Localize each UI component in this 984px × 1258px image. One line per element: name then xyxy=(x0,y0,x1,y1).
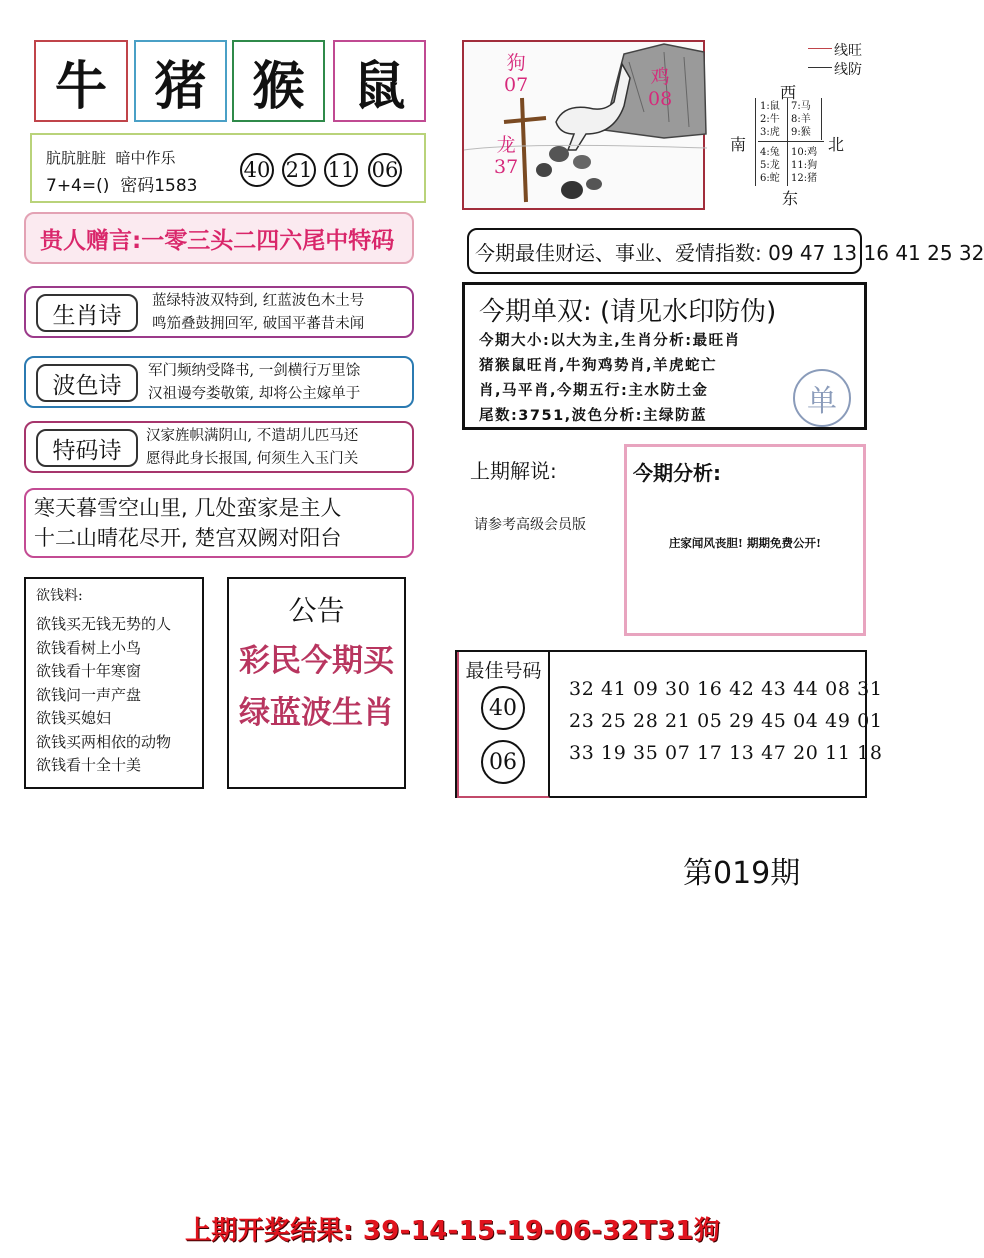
tag-dog-num: 07 xyxy=(504,74,529,96)
compass-chart xyxy=(730,40,900,210)
analysis-box xyxy=(624,444,866,636)
odd-even-box xyxy=(462,282,867,430)
odd-even-line: 肖,马平肖,今期五行:主水防土金 xyxy=(479,383,709,399)
hint-ball-1: 40 xyxy=(240,153,274,187)
odd-even-head: 今期单双: (请见水印防伪) xyxy=(479,297,777,327)
odd-even-line: 尾数:3751,波色分析:主绿防蓝 xyxy=(479,408,707,424)
tag-dragon-name: 龙 xyxy=(496,134,516,156)
tag-dragon xyxy=(494,134,518,178)
compass-item: 5:龙 xyxy=(760,160,780,171)
dir-west: 西 xyxy=(780,83,797,102)
poem-zodiac-line-2: 鸣笳叠鼓拥回军, 破国平蕃昔未闻 xyxy=(152,316,365,332)
legend-wang: 线旺 xyxy=(834,43,862,59)
tag-rooster-name: 鸡 xyxy=(650,66,670,88)
hint-box xyxy=(30,133,426,203)
analysis-message: 庄家闻风丧胆! 期期免费公开! xyxy=(668,536,822,550)
poem-wave xyxy=(24,356,414,408)
odd-even-line: 猪猴鼠旺肖,牛狗鸡势肖,羊虎蛇亡 xyxy=(479,358,718,374)
poem-zodiac-tag: 生肖诗 xyxy=(36,294,138,332)
notice-line-2: 绿蓝波生肖 xyxy=(239,695,394,731)
illustration-panel xyxy=(462,40,705,210)
compass-item: 3:虎 xyxy=(760,127,780,138)
verse-line-1: 寒天暮雪空山里, 几处蛮家是主人 xyxy=(34,496,342,520)
poem-zodiac-line-1: 蓝绿特波双特到, 红蓝波色木土号 xyxy=(152,293,365,309)
legend-fang: 线防 xyxy=(834,62,862,78)
notice-box xyxy=(227,577,406,789)
issue-number: 第019期 xyxy=(683,856,801,891)
wish-title: 欲钱料: xyxy=(36,588,83,604)
last-draw-result: 上期开奖结果: 39-14-15-19-06-32T31狗 xyxy=(185,1216,721,1246)
zodiac-box-3: 猴 xyxy=(232,40,325,122)
poem-wave-tag: 波色诗 xyxy=(36,364,138,402)
compass-item: 1:鼠 xyxy=(760,101,780,112)
tag-rooster-num: 08 xyxy=(648,88,673,110)
wish-item: 欲钱看十全十美 xyxy=(36,756,142,774)
last-explain: 上期解说: xyxy=(470,459,557,483)
poem-special-line-2: 愿得此身长报国, 何须生入玉门关 xyxy=(146,451,359,467)
best-row: 33 19 35 07 17 13 47 20 11 18 xyxy=(569,742,883,764)
dir-east: 东 xyxy=(782,189,799,208)
hint-line-1: 肮肮脏脏 暗中作乐 xyxy=(46,149,176,167)
wish-list xyxy=(24,577,204,789)
best-title: 最佳号码 xyxy=(465,660,542,682)
odd-even-line: 今期大小:以大为主,生肖分析:最旺肖 xyxy=(479,333,741,349)
wish-item: 欲钱买无钱无势的人 xyxy=(36,615,172,633)
compass-item: 10:鸡 xyxy=(791,147,818,158)
tag-dog-name: 狗 xyxy=(506,52,526,74)
wish-item: 欲钱问一声产盘 xyxy=(36,685,142,704)
notice-line-1: 彩民今期买 xyxy=(239,643,394,679)
verse-line-2: 十二山晴花尽开, 楚宫双阙对阳台 xyxy=(34,526,342,550)
wish-item: 欲钱看树上小鸟 xyxy=(36,638,142,657)
wish-item: 欲钱看十年寒窗 xyxy=(36,662,142,680)
best-ball-1: 40 xyxy=(481,686,525,730)
dir-south: 南 xyxy=(730,135,747,154)
compass-item: 6:蛇 xyxy=(760,173,780,184)
compass-item: 9:猴 xyxy=(791,127,811,138)
analysis-title: 今期分析: xyxy=(633,461,721,485)
tag-rooster xyxy=(648,66,672,110)
best-row: 23 25 28 21 05 29 45 04 49 01 xyxy=(569,710,883,732)
hint-ball-2: 21 xyxy=(282,153,316,187)
hint-line-2: 7+4=() 密码1583 xyxy=(46,176,198,196)
tag-dog xyxy=(504,52,528,96)
lucky-index: 今期最佳财运、事业、爱情指数: 09 47 13 16 41 25 32 xyxy=(467,228,862,274)
watermark-stamp: 单 xyxy=(793,369,851,427)
tag-dragon-num: 37 xyxy=(494,156,519,178)
compass-item: 12:猪 xyxy=(791,173,818,184)
compass-item: 4:兔 xyxy=(760,147,780,158)
wish-item: 欲钱买两相依的动物 xyxy=(36,732,172,751)
verse-box xyxy=(24,488,414,558)
poem-zodiac xyxy=(24,286,414,338)
poem-wave-line-2: 汉祖谩夸娄敬策, 却将公主嫁单于 xyxy=(148,386,361,402)
best-numbers xyxy=(455,650,883,798)
zodiac-box-1: 牛 xyxy=(34,40,128,122)
notice-title: 公告 xyxy=(288,594,345,627)
poem-special-tag: 特码诗 xyxy=(36,429,138,467)
compass-item: 7:马 xyxy=(791,101,811,112)
dir-north: 北 xyxy=(828,135,845,154)
best-row: 32 41 09 30 16 42 43 44 08 31 xyxy=(569,678,883,700)
wish-item: 欲钱买媳妇 xyxy=(36,709,112,727)
zodiac-box-4: 鼠 xyxy=(333,40,426,122)
compass-item: 8:羊 xyxy=(791,114,811,125)
compass-item: 11:狗 xyxy=(791,160,818,171)
poem-special xyxy=(24,421,414,473)
compass-item: 2:牛 xyxy=(760,114,780,125)
best-ball-2: 06 xyxy=(481,740,525,784)
reference-note: 请参考高级会员版 xyxy=(474,517,586,533)
poem-special-line-1: 汉家旌帜满阴山, 不遣胡儿匹马还 xyxy=(146,428,359,444)
hint-ball-3: 11 xyxy=(324,153,358,187)
benefactor-banner: 贵人赠言:一零三头二四六尾中特码 xyxy=(24,212,414,264)
zodiac-box-2: 猪 xyxy=(134,40,227,122)
poem-wave-line-1: 军门频纳受降书, 一剑横行万里馀 xyxy=(148,363,361,379)
hint-ball-4: 06 xyxy=(368,153,402,187)
